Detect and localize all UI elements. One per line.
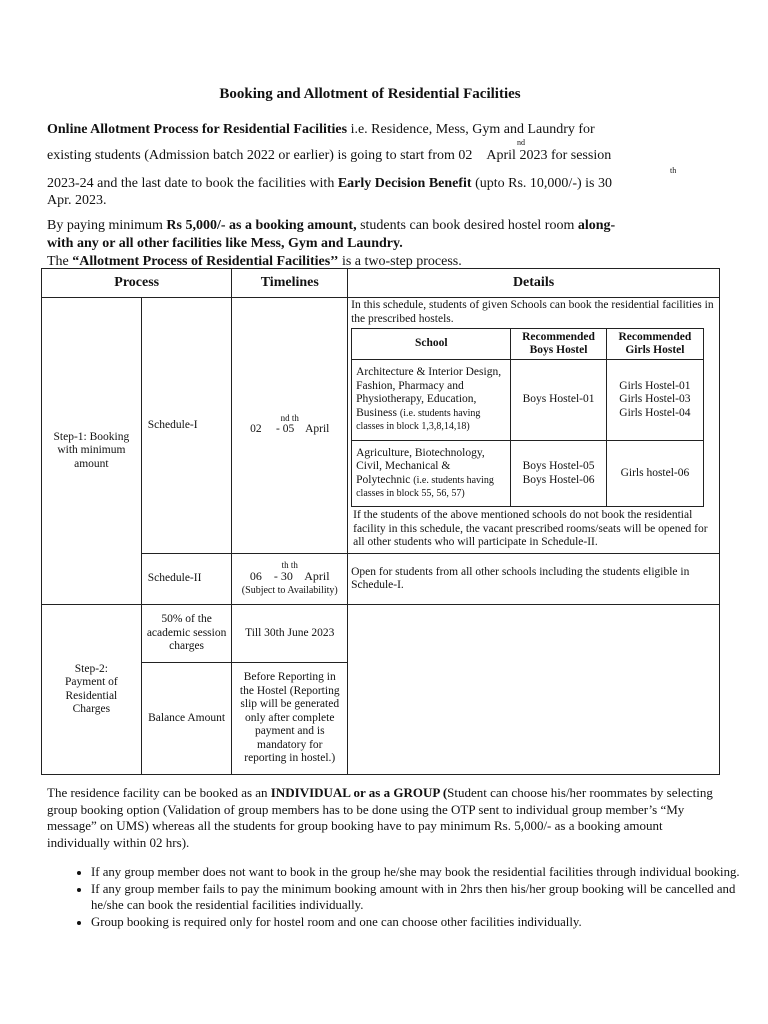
schedule-1-intro: In this schedule, students of given Schools can book the residential facilities in the prescribed hostels. (351, 299, 714, 325)
intro-line-3-b: (upto Rs. 10,000/-) is 30 (471, 176, 612, 191)
booking-amount-bold: Rs 5,000/- as a booking amount, (166, 218, 357, 233)
group-rules-list (47, 864, 768, 930)
payment-details-empty (348, 605, 720, 775)
booking-process-name: “Allotment Process of Residential Facilities’’ (72, 254, 339, 269)
row1-school-names: Architecture & Interior Design, Fashion, Pharmacy and Physiotherapy, Education, Business (356, 366, 502, 419)
schedule-2-dates: 06 - 30 April (249, 569, 330, 584)
step-2-label: Step-2: Payment of Residential Charges (42, 605, 142, 775)
schedule-2-note: (Subject to Availability) (241, 584, 338, 596)
intro-line-3 (47, 175, 727, 193)
header-timelines: Timelines (232, 269, 348, 298)
booking-d-bold: along- (577, 218, 616, 233)
row1-boys-hostel: Boys Hostel-01 (511, 360, 606, 441)
booking-f-b: is a two-step process. (338, 254, 462, 269)
list-item: • Group booking is required only for hostel room and one can choose other facilities individually. (91, 914, 768, 931)
intro-line-1-rest: i.e. Residence, Mess, Gym and Laundry for (347, 122, 595, 137)
step-1-label: Step-1: Booking with minimum amount (42, 298, 142, 605)
schedule-1-label: Schedule-I (141, 298, 232, 554)
row1-school (352, 360, 511, 441)
header-details: Details (348, 269, 720, 298)
row2-school-note: (i.e. students having classes in block 55, 56, 57) (356, 474, 494, 499)
table-row-schedule-1 (42, 298, 720, 554)
row2-school (352, 441, 511, 507)
intro-line-4: Apr. 2023. (47, 193, 107, 208)
schedule-1-outro: If the students of the above mentioned schools do not book the residential facility in this schedule, the vacant prescribed rooms/seats will be opened for all other students who will participate in Schedule-II. (353, 509, 708, 548)
row1-school-note: (i.e. students having classes in block 1,3,8,14,18) (356, 407, 481, 433)
table-row (352, 360, 704, 441)
girls-hostel-03: Girls Hostel-03 (619, 393, 691, 406)
schedule-1-dates: 02 - 05 April (250, 423, 330, 436)
header-process: Process (42, 269, 232, 298)
group-c: Student can choose his/her roommates by selecting group booking option (Validation of group members has to be done using the OTP sent to individual group member’s “My message” on UMS) whereas all the students for group booking have to pay minimum Rs. 5,000/- as a booking amount individually within 02 hrs). (47, 785, 713, 850)
hostel-header-girls: Recommended Girls Hostel (606, 329, 703, 360)
intro-line-2-rest: April 2023 for session (486, 148, 612, 163)
booking-e-bold: with any or all other facilities like Mess, Gym and Laundry. (47, 236, 403, 251)
booking-f-a: The (47, 254, 73, 269)
intro-line-1 (47, 121, 727, 139)
girls-hostel-04: Girls Hostel-04 (619, 406, 691, 419)
row2-school-names: Agriculture, Biotechnology, Civil, Mechanical & Polytechnic (356, 446, 485, 486)
table-row-schedule-2 (42, 554, 720, 605)
payment-balance-deadline: Before Reporting in the Hostel (Reporting slip will be generated only after complete payment and is mandatory for reporting in hostel.) (232, 663, 348, 775)
hostel-table-header (352, 329, 704, 360)
payment-50-percent: 50% of the academic session charges (141, 605, 232, 663)
list-item: • If any group member fails to pay the minimum booking amount with in 2hrs then his/her group booking will be cancelled and he/she can book the residential facilities individually. (91, 881, 768, 914)
intro-sup-th: th (670, 166, 677, 175)
schedule-1-timeline (232, 298, 348, 554)
row2-boys-hostel (511, 441, 606, 507)
schedule-1-details (348, 298, 720, 554)
schedule-2-timeline (232, 554, 348, 605)
process-table (41, 268, 720, 775)
table-row-payment-1 (42, 605, 720, 663)
row2-girls-hostel: Girls hostel-06 (606, 441, 703, 507)
intro-bold-lead: Online Allotment Process for Residential Facilities (47, 122, 348, 137)
hostel-table (351, 328, 704, 507)
intro-line-3-a: 2023-24 and the last date to book the facilities with (47, 176, 338, 191)
group-bold: INDIVIDUAL or as a GROUP ( (270, 785, 448, 800)
row1-girls-hostel (606, 360, 703, 441)
schedule-2-label: Schedule-II (141, 554, 232, 605)
booking-c: students can book desired hostel room (356, 218, 578, 233)
booking-a: By paying minimum (47, 218, 167, 233)
schedule-2-details: Open for students from all other schools including the students eligible in Schedule-I. (348, 554, 720, 605)
hostel-header-school: School (352, 329, 511, 360)
boys-hostel-05: Boys Hostel-05 (522, 460, 595, 472)
payment-50-deadline: Till 30th June 2023 (232, 605, 348, 663)
intro-sup-nd: nd (517, 138, 525, 147)
page-title: Booking and Allotment of Residential Facilities (219, 86, 521, 102)
hostel-header-boys: Recommended Boys Hostel (511, 329, 606, 360)
table-row (352, 441, 704, 507)
intro-line-3-bold: Early Decision Benefit (337, 176, 472, 191)
list-item: • If any group member does not want to book in the group he/she may book the residential facilities through individual booking. (91, 864, 768, 881)
schedule-2-sup: th th (281, 560, 298, 571)
group-a: The residence facility can be booked as an (47, 785, 271, 800)
intro-line-2 (47, 147, 727, 165)
payment-balance: Balance Amount (141, 663, 232, 775)
girls-hostel-01: Girls Hostel-01 (619, 379, 691, 392)
booking-paragraph (47, 217, 727, 271)
intro-line-2-text: existing students (Admission batch 2022 or earlier) is going to start from 02 (47, 148, 473, 163)
group-booking-paragraph (47, 785, 727, 851)
schedule-1-sup: nd th (280, 413, 299, 424)
table-header-row (42, 269, 720, 298)
boys-hostel-06: Boys Hostel-06 (522, 473, 595, 486)
